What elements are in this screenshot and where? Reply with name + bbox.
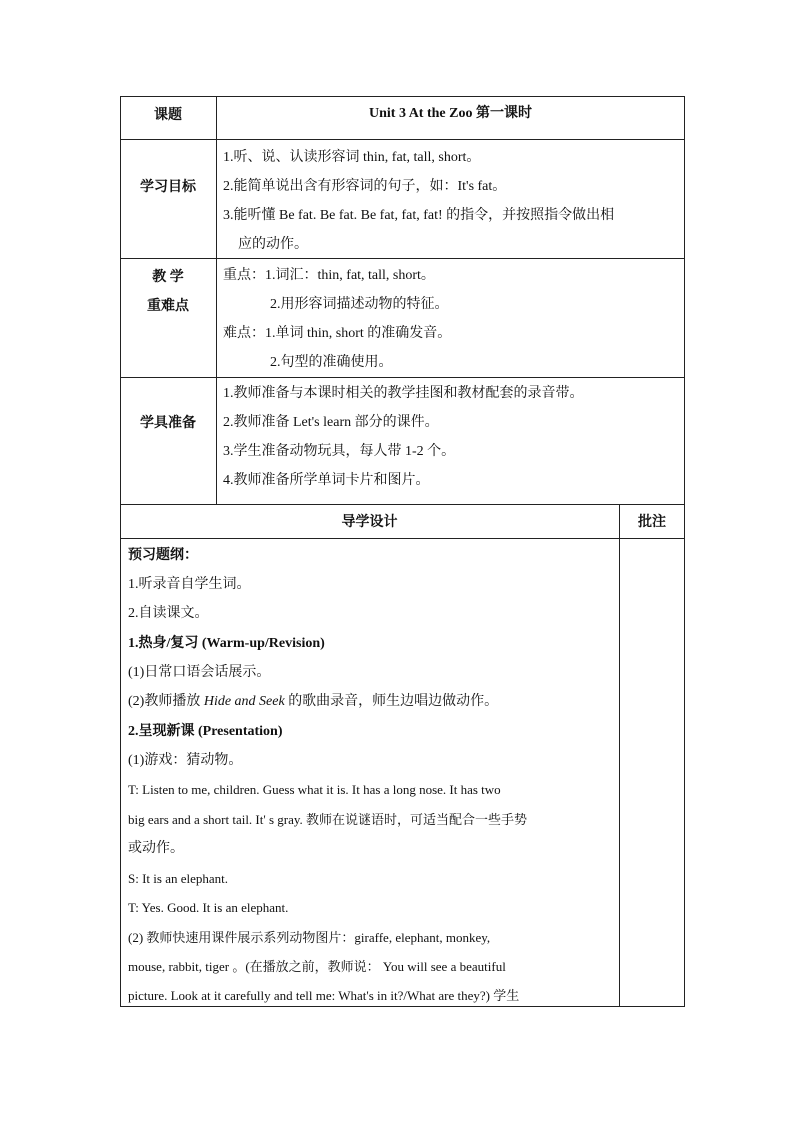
design-line: (1)日常口语会话展示。 [128,665,271,680]
notes-header-label: 批注 [638,515,666,530]
design-line: big ears and a short tail. It' s gray. 教师在说谜语时，可适当配合一些手势 [128,812,528,827]
design-line: (2)教师播放 Hide and Seek 的歌曲录音，师生边唱边做动作。 [128,694,499,709]
keypoints-label-line1: 教 学 [152,270,184,285]
keypoint-line: 重点：1.词汇：thin, fat, tall, short。 [223,268,435,283]
keypoint-line: 难点：1.单词 thin, short 的准确发音。 [223,326,452,341]
design-section-heading: 2.呈现新课 (Presentation) [128,724,283,739]
objective-line: 1.听、说、认读形容词 thin, fat, tall, short。 [223,150,481,165]
design-line: T: Yes. Good. It is an elephant. [128,900,289,915]
materials-label: 学具准备 [140,416,196,431]
design-line: picture. Look at it carefully and tell me: What's in it?/What are they?) 学生 [128,988,520,1003]
objective-line: 3.能听懂 Be fat. Be fat. Be fat, fat, fat! 的指令，并按照指令做出相 [223,208,615,223]
material-line: 3.学生准备动物玩具，每人带 1-2 个。 [223,444,456,459]
design-line: T: Listen to me, children. Guess what it is. It has a long nose. It has two [128,782,501,797]
material-line: 2.教师准备 Let's learn 部分的课件。 [223,415,439,430]
row-divider [121,504,684,505]
objective-line: 2.能简单说出含有形容词的句子，如：It's fat。 [223,179,507,194]
design-line: S: It is an elephant. [128,871,229,886]
lesson-title: Unit 3 At the Zoo 第一课时 [369,106,532,121]
design-line: 1.听录音自学生词。 [128,577,251,592]
objectives-label: 学习目标 [140,180,196,195]
row-divider [121,538,684,539]
row-divider [121,139,684,140]
keypoint-line: 2.句型的准确使用。 [270,355,393,370]
row-divider [121,377,684,378]
column-divider [216,97,217,504]
material-line: 4.教师准备所学单词卡片和图片。 [223,473,430,488]
material-line: 1.教师准备与本课时相关的教学挂图和教材配套的录音带。 [223,386,584,401]
design-line: (2) 教师快速用课件展示系列动物图片：giraffe, elephant, monkey, [128,930,491,945]
design-section-heading: 1.热身/复习 (Warm-up/Revision) [128,636,325,651]
design-line: mouse, rabbit, tiger 。(在播放之前，教师说： You will see a beautiful [128,959,506,974]
song-title: Hide and Seek [203,694,285,709]
topic-label: 课题 [154,108,182,123]
design-header-label: 导学设计 [341,515,398,530]
keypoint-line: 2.用形容词描述动物的特征。 [270,297,449,312]
row-divider [121,258,684,259]
design-line: 或动作。 [128,841,184,856]
design-line: 2.自读课文。 [128,606,209,621]
design-line: 预习题纲： [128,548,198,563]
objective-line: 应的动作。 [238,237,308,252]
design-line: (1)游戏：猜动物。 [128,753,243,768]
column-divider [619,504,620,1006]
keypoints-label-line2: 重难点 [147,299,189,314]
